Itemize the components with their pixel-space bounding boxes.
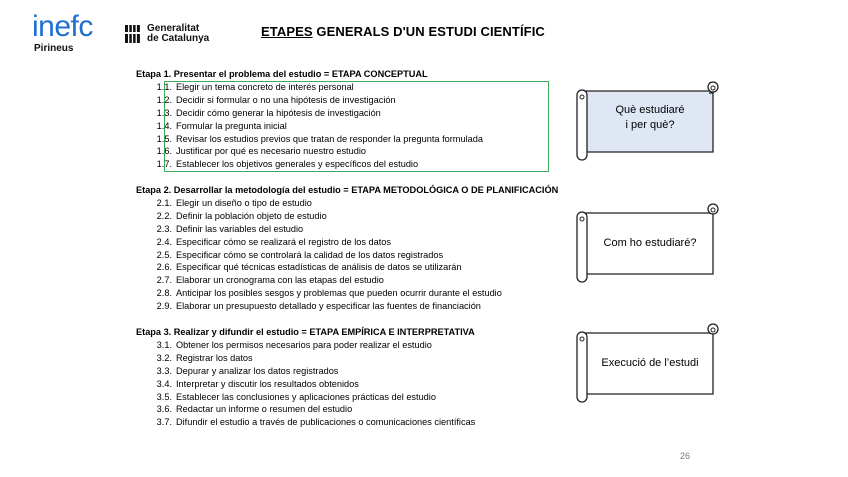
scroll-line: Què estudiaré: [615, 104, 685, 116]
item-number: 2.1.: [156, 197, 172, 208]
item-text: Obtener los permisos necesarios para poder realizar el estudio: [176, 339, 432, 350]
generalitat-logo: [125, 24, 209, 44]
list-item: [136, 223, 576, 236]
list-item: [136, 158, 576, 171]
title-underlined: ETAPES: [261, 24, 313, 39]
item-text: Especificar cómo se controlará la calidad de los datos registrados: [176, 249, 444, 260]
list-item: [136, 352, 576, 365]
inefc-logo-sub: Pirineus: [34, 43, 74, 54]
item-number: 2.9.: [156, 301, 172, 312]
item-number: 3.2.: [156, 352, 172, 363]
item-text: Elaborar un cronograma con las etapas del estudio: [176, 275, 384, 286]
item-text: Establecer las conclusiones y aplicaciones prácticas del estudio: [176, 391, 436, 402]
item-text: Redactar un informe o resumen del estudio: [176, 404, 353, 415]
scroll-label: [589, 356, 711, 371]
item-number: 1.2.: [156, 94, 172, 105]
item-text: Definir las variables del estudio: [176, 223, 304, 234]
item-text: Decidir si formular o no una hipótesis de investigación: [176, 94, 396, 105]
item-number: 1.6.: [156, 146, 172, 157]
list-item: [136, 249, 576, 262]
scroll-how: [575, 202, 725, 284]
item-number: 1.7.: [156, 159, 172, 170]
scroll-label: [589, 103, 711, 133]
scroll-line: i per què?: [625, 119, 675, 131]
list-item: [136, 378, 576, 391]
generalitat-line1: Generalitat: [147, 23, 200, 34]
list-item: [136, 120, 576, 133]
item-text: Elegir un diseño o tipo de estudio: [176, 197, 312, 208]
stage-1: [136, 68, 576, 171]
item-number: 3.4.: [156, 378, 172, 389]
item-number: 2.7.: [156, 275, 172, 286]
list-item: [136, 403, 576, 416]
item-number: 3.7.: [156, 417, 172, 428]
item-text: Especificar cómo se realizará el registro de los datos: [176, 236, 391, 247]
item-text: Interpretar y discutir los resultados obtenidos: [176, 378, 359, 389]
page-number: 26: [680, 451, 691, 461]
item-text: Elaborar un presupuesto detallado y especificar las fuentes de financiación: [176, 301, 481, 312]
list-item: [136, 391, 576, 404]
item-number: 3.5.: [156, 391, 172, 402]
item-number: 1.4.: [156, 120, 172, 131]
scroll-line: Com ho estudiaré?: [603, 237, 697, 249]
item-text: Establecer los objetivos generales y específicos del estudio: [176, 159, 419, 170]
item-number: 2.5.: [156, 249, 172, 260]
item-number: 3.6.: [156, 404, 172, 415]
list-item: [136, 107, 576, 120]
page-title: [261, 24, 545, 39]
item-number: 2.2.: [156, 210, 172, 221]
scroll-label: [589, 236, 711, 251]
item-text: Depurar y analizar los datos registrados: [176, 365, 339, 376]
item-number: 2.3.: [156, 223, 172, 234]
item-text: Anticipar los posibles sesgos y problemas que pueden ocurrir durante el estudio: [176, 288, 502, 299]
list-item: [136, 287, 576, 300]
scroll-line: Execució de l’estudi: [601, 357, 699, 369]
list-item: [136, 197, 576, 210]
item-text: Elegir un tema concreto de interés personal: [176, 81, 354, 92]
item-text: Difundir el estudio a través de publicaciones o comunicaciones científicas: [176, 417, 476, 428]
stage-2: [136, 184, 576, 313]
list-item: [136, 300, 576, 313]
list-item: [136, 81, 576, 94]
item-number: 2.8.: [156, 288, 172, 299]
stage-heading: Etapa 3. Realizar y difundir el estudio = ETAPA EMPÍRICA E INTERPRETATIVA: [136, 327, 475, 337]
item-number: 1.5.: [156, 133, 172, 144]
list-item: [136, 261, 576, 274]
stage-heading: Etapa 2. Desarrollar la metodología del estudio = ETAPA METODOLÓGICA O DE PLANIFICACIÓN: [136, 185, 559, 195]
stage-3: [136, 326, 576, 429]
list-item: [136, 145, 576, 158]
item-text: Registrar los datos: [176, 352, 253, 363]
generalitat-line2: de Catalunya: [147, 33, 210, 44]
item-number: 3.3.: [156, 365, 172, 376]
stage-heading: Etapa 1. Presentar el problema del estudio = ETAPA CONCEPTUAL: [136, 69, 428, 79]
list-item: [136, 94, 576, 107]
inefc-logo: [32, 10, 93, 54]
list-item: [136, 339, 576, 352]
item-text: Definir la población objeto de estudio: [176, 210, 327, 221]
item-number: 2.6.: [156, 262, 172, 273]
inefc-logo-word: inefc: [32, 10, 93, 43]
item-number: 1.3.: [156, 107, 172, 118]
list-item: [136, 274, 576, 287]
list-item: [136, 416, 576, 429]
list-item: [136, 133, 576, 146]
generalitat-emblem-icon: [125, 24, 141, 44]
scroll-execution: [575, 322, 725, 404]
item-number: 3.1.: [156, 339, 172, 350]
item-text: Decidir cómo generar la hipótesis de investigación: [176, 107, 381, 118]
item-text: Formular la pregunta inicial: [176, 120, 287, 131]
item-number: 1.1.: [156, 81, 172, 92]
list-item: [136, 236, 576, 249]
list-item: [136, 210, 576, 223]
item-text: Especificar qué técnicas estadísticas de análisis de datos se utilizarán: [176, 262, 462, 273]
list-item: [136, 365, 576, 378]
title-rest: GENERALS D'UN ESTUDI CIENTÍFIC: [312, 24, 545, 39]
item-text: Justificar por qué es necesario nuestro estudio: [176, 146, 366, 157]
item-number: 2.4.: [156, 236, 172, 247]
scroll-what-why: [575, 80, 725, 162]
item-text: Revisar los estudios previos que tratan de responder la pregunta formulada: [176, 133, 483, 144]
